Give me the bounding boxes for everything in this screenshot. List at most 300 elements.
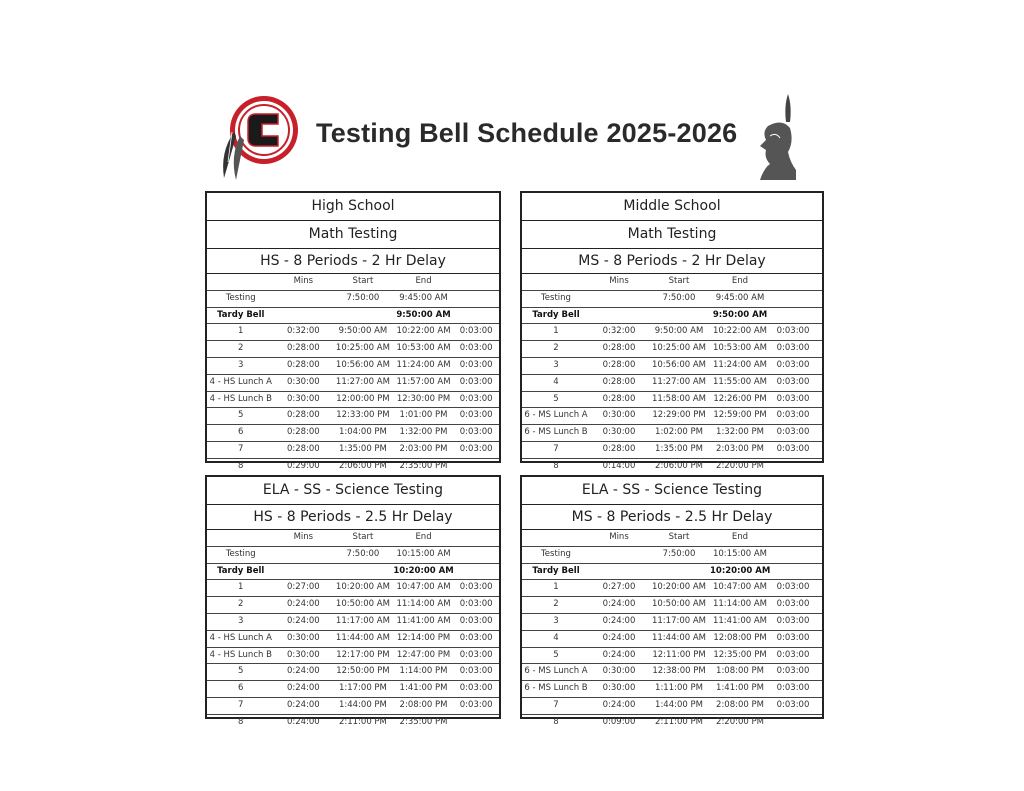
end-cell: 10:22:00 AM [712, 326, 768, 337]
start-cell [332, 564, 393, 580]
mins-cell: 0:30:00 [286, 632, 320, 643]
period-cell: 6 [238, 683, 244, 694]
start-cell: 12:38:00 PM [652, 666, 706, 677]
passing-cell: 0:03:00 [459, 326, 493, 337]
passing-cell: 0:03:00 [459, 649, 493, 660]
mins-cell: 0:28:00 [286, 427, 320, 438]
table-row [522, 459, 822, 475]
start-cell: 12:29:00 PM [652, 410, 706, 421]
passing-cell [453, 308, 499, 324]
start-cell: 12:17:00 PM [336, 649, 390, 660]
mins-cell: 0:24:00 [286, 683, 320, 694]
subject-heading: ELA - SS - Science Testing [522, 477, 822, 505]
mins-cell [590, 308, 648, 324]
passing-cell [770, 459, 816, 475]
passing-cell: 0:03:00 [459, 615, 493, 626]
table-row [522, 564, 822, 581]
end-cell: 2:35:00 PM [399, 460, 448, 471]
mins-cell: Mins [293, 532, 314, 542]
mins-cell [590, 291, 648, 307]
end-cell: 12:35:00 PM [713, 649, 767, 660]
end-cell: 10:47:00 AM [712, 582, 768, 593]
period-cell: 5 [553, 649, 559, 660]
period-cell: 3 [238, 359, 244, 370]
mins-cell: 0:30:00 [286, 649, 320, 660]
table-row [522, 358, 822, 375]
table-row [207, 308, 499, 325]
period-cell: 2 [553, 343, 559, 354]
passing-cell: 0:03:00 [776, 410, 810, 421]
end-cell: 11:14:00 AM [712, 599, 768, 610]
end-cell: 2:08:00 PM [399, 699, 448, 710]
table-row [522, 597, 822, 614]
start-cell: 1:35:00 PM [655, 443, 703, 454]
passing-cell [770, 291, 816, 307]
school-heading: High School [207, 193, 499, 221]
passing-cell: 0:03:00 [776, 359, 810, 370]
end-cell: 2:08:00 PM [716, 699, 764, 710]
start-cell: 1:04:00 PM [338, 427, 387, 438]
table-row [207, 408, 499, 425]
start-cell: 12:11:00 PM [652, 649, 706, 660]
mins-cell: 0:24:00 [286, 716, 320, 727]
end-cell: 11:24:00 AM [712, 359, 768, 370]
table-row [207, 715, 499, 731]
school-heading: Middle School [522, 193, 822, 221]
table-row [522, 425, 822, 442]
start-cell: 10:50:00 AM [651, 599, 707, 610]
end-cell: 12:30:00 PM [396, 393, 451, 404]
table-row [207, 664, 499, 681]
passing-cell: 0:03:00 [459, 427, 493, 438]
table-row [522, 614, 822, 631]
start-cell: 11:27:00 AM [335, 376, 390, 387]
period-cell: 3 [238, 615, 244, 626]
mins-cell: 0:30:00 [602, 683, 636, 694]
end-cell: 11:41:00 AM [396, 615, 451, 626]
end-cell: 12:47:00 PM [396, 649, 451, 660]
table-row [207, 341, 499, 358]
passing-cell [770, 274, 816, 290]
start-cell: 11:44:00 AM [651, 632, 707, 643]
start-cell: 10:50:00 AM [335, 599, 390, 610]
period-cell: 4 - HS Lunch B [209, 649, 272, 660]
period-cell: 6 - MS Lunch A [524, 666, 588, 677]
mins-cell: Mins [293, 276, 314, 286]
mins-cell: Mins [609, 532, 629, 542]
end-cell: 10:53:00 AM [712, 343, 768, 354]
table-row [522, 698, 822, 715]
end-cell: 2:20:00 PM [716, 716, 764, 727]
period-cell: Testing [541, 548, 571, 559]
start-cell: 7:50:00 [346, 292, 380, 303]
mins-cell: 0:24:00 [602, 615, 636, 626]
period-cell: 8 [238, 716, 244, 727]
mins-cell [590, 547, 648, 563]
passing-cell [453, 274, 499, 290]
passing-cell [770, 530, 816, 546]
mins-cell: 0:30:00 [602, 427, 636, 438]
passing-cell [770, 308, 816, 324]
period-cell: 3 [553, 359, 559, 370]
passing-cell: 0:03:00 [459, 359, 493, 370]
passing-cell [770, 564, 816, 580]
start-cell: 11:44:00 AM [335, 632, 390, 643]
period-cell: 2 [238, 343, 244, 354]
passing-cell [453, 530, 499, 546]
end-cell: 1:01:00 PM [399, 410, 448, 421]
mins-cell: 0:29:00 [286, 460, 320, 471]
table-row [207, 614, 499, 631]
start-cell: 7:50:00 [662, 292, 696, 303]
passing-cell: 0:03:00 [776, 615, 810, 626]
start-cell: 11:58:00 AM [651, 393, 707, 404]
start-cell [332, 308, 394, 324]
mins-cell: 0:27:00 [286, 582, 320, 593]
start-cell: 9:50:00 AM [338, 326, 388, 337]
plan-heading: HS - 8 Periods - 2.5 Hr Delay [207, 505, 499, 530]
mins-cell: 0:28:00 [286, 343, 320, 354]
end-cell: End [731, 276, 749, 286]
end-cell: 9:45:00 AM [399, 292, 448, 303]
start-cell [648, 308, 710, 324]
end-cell: 1:32:00 PM [716, 427, 764, 438]
end-cell: 11:41:00 AM [712, 615, 768, 626]
passing-cell [770, 547, 816, 563]
table-row [207, 442, 499, 459]
subject-heading: Math Testing [207, 221, 499, 249]
passing-cell [453, 547, 499, 563]
start-cell: 10:25:00 AM [651, 343, 707, 354]
passing-cell: 0:03:00 [776, 393, 810, 404]
period-cell: 8 [553, 460, 559, 471]
end-cell: End [731, 532, 749, 542]
mins-cell: 0:30:00 [286, 376, 320, 387]
table-row [522, 580, 822, 597]
period-cell: 1 [238, 582, 244, 593]
mins-cell: Mins [609, 276, 629, 286]
mins-cell: 0:28:00 [602, 376, 636, 387]
period-cell: Testing [541, 292, 571, 303]
period-cell: 5 [238, 410, 244, 421]
passing-cell [770, 715, 816, 731]
period-cell [207, 274, 275, 290]
mins-cell: 0:24:00 [286, 615, 320, 626]
end-cell: 10:22:00 AM [396, 326, 451, 337]
school-c-logo [212, 92, 302, 182]
mins-cell: 0:28:00 [286, 410, 320, 421]
period-cell: 2 [238, 599, 244, 610]
period-cell: 6 - MS Lunch B [524, 683, 588, 694]
start-cell: 10:20:00 AM [335, 582, 390, 593]
period-cell: 8 [553, 716, 559, 727]
period-cell: Testing [225, 292, 256, 303]
table-row [522, 291, 822, 308]
table-row [207, 597, 499, 614]
end-cell: 12:59:00 PM [713, 410, 767, 421]
mins-cell: 0:30:00 [602, 410, 636, 421]
start-cell: 9:50:00 AM [654, 326, 704, 337]
column-header-row [522, 530, 822, 547]
passing-cell: 0:03:00 [459, 683, 493, 694]
end-cell: 10:47:00 AM [396, 582, 451, 593]
table-row [522, 341, 822, 358]
mins-cell: 0:28:00 [286, 443, 320, 454]
end-cell: 1:08:00 PM [716, 666, 764, 677]
start-cell: 11:17:00 AM [335, 615, 390, 626]
passing-cell: 0:03:00 [776, 443, 810, 454]
table-row [522, 375, 822, 392]
end-cell: 11:57:00 AM [396, 376, 451, 387]
passing-cell: 0:03:00 [459, 582, 493, 593]
period-cell: Tardy Bell [532, 565, 580, 576]
passing-cell [453, 715, 499, 731]
period-cell: 1 [238, 326, 244, 337]
mins-cell: 0:24:00 [286, 666, 320, 677]
mins-cell: 0:28:00 [602, 443, 636, 454]
column-header-row [207, 530, 499, 547]
passing-cell: 0:03:00 [776, 632, 810, 643]
end-cell: 2:03:00 PM [716, 443, 764, 454]
table-row [207, 698, 499, 715]
period-cell: 4 - HS Lunch B [209, 393, 272, 404]
table-row [207, 564, 499, 581]
end-cell: 1:41:00 PM [716, 683, 764, 694]
passing-cell: 0:03:00 [459, 599, 493, 610]
mins-cell [275, 291, 333, 307]
mins-cell: 0:24:00 [602, 699, 636, 710]
table-row [522, 547, 822, 564]
mins-cell: 0:28:00 [602, 359, 636, 370]
end-cell: 2:03:00 PM [399, 443, 448, 454]
table-row [522, 442, 822, 459]
table-row [522, 631, 822, 648]
subject-heading: ELA - SS - Science Testing [207, 477, 499, 505]
table-row [207, 324, 499, 341]
table-row [207, 580, 499, 597]
start-cell: 2:11:00 PM [655, 716, 703, 727]
start-cell: Start [352, 532, 374, 542]
period-cell: 5 [238, 666, 244, 677]
mins-cell [275, 308, 333, 324]
period-cell: 4 - HS Lunch A [209, 376, 272, 387]
period-cell: 4 - HS Lunch A [209, 632, 272, 643]
end-cell: 12:08:00 PM [713, 632, 767, 643]
end-cell: 11:55:00 AM [712, 376, 768, 387]
passing-cell: 0:03:00 [776, 666, 810, 677]
mins-cell: 0:28:00 [602, 393, 636, 404]
period-cell: 2 [553, 599, 559, 610]
period-cell [522, 274, 590, 290]
period-cell [522, 530, 590, 546]
mascot-logo [752, 92, 802, 182]
passing-cell [453, 459, 499, 475]
plan-heading: HS - 8 Periods - 2 Hr Delay [207, 249, 499, 274]
mins-cell: 0:30:00 [602, 666, 636, 677]
table-row [207, 681, 499, 698]
period-cell [207, 530, 275, 546]
passing-cell: 0:03:00 [776, 427, 810, 438]
column-header-row [522, 274, 822, 291]
passing-cell: 0:03:00 [776, 683, 810, 694]
period-cell: 1 [553, 326, 559, 337]
mins-cell: 0:27:00 [602, 582, 636, 593]
mins-cell: 0:24:00 [286, 599, 320, 610]
mins-cell: 0:32:00 [286, 326, 320, 337]
start-cell: 10:25:00 AM [335, 343, 390, 354]
passing-cell: 0:03:00 [459, 410, 493, 421]
period-cell: 6 - MS Lunch B [524, 427, 588, 438]
end-cell: 1:32:00 PM [399, 427, 448, 438]
start-cell: Start [352, 276, 374, 286]
period-cell: 7 [238, 699, 244, 710]
start-cell: 2:06:00 PM [338, 460, 387, 471]
start-cell: 2:06:00 PM [655, 460, 703, 471]
end-cell: 2:20:00 PM [716, 460, 764, 471]
table-row [207, 631, 499, 648]
mins-cell: 0:24:00 [286, 699, 320, 710]
table-row [207, 425, 499, 442]
passing-cell: 0:03:00 [459, 376, 493, 387]
table-row [522, 681, 822, 698]
ms-ela-schedule [520, 475, 824, 727]
table-row [207, 358, 499, 375]
hs-math-schedule [205, 191, 501, 471]
end-cell: 10:15:00 AM [712, 548, 768, 559]
period-cell: Tardy Bell [217, 565, 265, 576]
end-cell: 10:20:00 AM [393, 565, 454, 576]
start-cell: 1:44:00 PM [338, 699, 387, 710]
passing-cell: 0:03:00 [459, 443, 493, 454]
end-cell: 1:14:00 PM [399, 666, 448, 677]
period-cell: 4 [553, 376, 559, 387]
period-cell: 7 [238, 443, 244, 454]
period-cell: Tardy Bell [532, 309, 580, 320]
column-header-row [207, 274, 499, 291]
ms-math-schedule [520, 191, 824, 471]
end-cell: 10:20:00 AM [710, 565, 771, 576]
period-cell: 8 [238, 460, 244, 471]
end-cell: End [415, 532, 432, 542]
table-row [522, 648, 822, 665]
period-cell: 6 [238, 427, 244, 438]
end-cell: 12:26:00 PM [713, 393, 767, 404]
page-title: Testing Bell Schedule 2025-2026 [316, 118, 738, 148]
table-row [522, 408, 822, 425]
mins-cell: 0:30:00 [286, 393, 320, 404]
start-cell: 10:20:00 AM [651, 582, 707, 593]
passing-cell: 0:03:00 [776, 699, 810, 710]
table-row [207, 648, 499, 665]
table-row [522, 324, 822, 341]
period-cell: 5 [553, 393, 559, 404]
mins-cell: 0:24:00 [602, 599, 636, 610]
table-row [207, 547, 499, 564]
passing-cell: 0:03:00 [459, 393, 493, 404]
start-cell: 1:35:00 PM [338, 443, 387, 454]
end-cell: 10:53:00 AM [396, 343, 451, 354]
table-row [522, 308, 822, 325]
passing-cell: 0:03:00 [776, 343, 810, 354]
mins-cell [590, 564, 648, 580]
period-cell: Tardy Bell [217, 309, 265, 320]
passing-cell: 0:03:00 [776, 599, 810, 610]
mins-cell [275, 547, 333, 563]
start-cell: 12:00:00 PM [336, 393, 390, 404]
start-cell: 12:50:00 PM [336, 666, 390, 677]
start-cell: 11:17:00 AM [651, 615, 707, 626]
mins-cell: 0:09:00 [602, 716, 636, 727]
plan-heading: MS - 8 Periods - 2 Hr Delay [522, 249, 822, 274]
start-cell: 2:11:00 PM [338, 716, 387, 727]
start-cell: 10:56:00 AM [651, 359, 707, 370]
passing-cell: 0:03:00 [459, 632, 493, 643]
mins-cell: 0:24:00 [602, 649, 636, 660]
table-row [522, 715, 822, 731]
period-cell: 3 [553, 615, 559, 626]
start-cell: Start [668, 276, 690, 286]
table-row [522, 392, 822, 409]
end-cell: 11:24:00 AM [396, 359, 451, 370]
mins-cell: 0:32:00 [602, 326, 636, 337]
mins-cell: 0:28:00 [602, 343, 636, 354]
mins-cell: 0:28:00 [286, 359, 320, 370]
start-cell: 1:17:00 PM [338, 683, 387, 694]
end-cell: 1:41:00 PM [399, 683, 448, 694]
passing-cell: 0:03:00 [459, 343, 493, 354]
mins-cell [274, 564, 332, 580]
table-row [207, 291, 499, 308]
end-cell: 12:14:00 PM [396, 632, 451, 643]
period-cell: 1 [553, 582, 559, 593]
table-row [522, 664, 822, 681]
start-cell: 1:44:00 PM [655, 699, 703, 710]
end-cell: 9:50:00 AM [712, 309, 768, 320]
passing-cell [453, 564, 499, 580]
passing-cell: 0:03:00 [776, 326, 810, 337]
start-cell [648, 564, 710, 580]
hs-ela-schedule [205, 475, 501, 727]
period-cell: 7 [553, 699, 559, 710]
start-cell: 1:11:00 PM [655, 683, 703, 694]
end-cell: 9:50:00 AM [396, 309, 451, 320]
table-row [207, 459, 499, 475]
period-cell: Testing [225, 548, 256, 559]
start-cell: 10:56:00 AM [335, 359, 390, 370]
end-cell: 11:14:00 AM [396, 599, 451, 610]
start-cell: 7:50:00 [346, 548, 380, 559]
subject-heading: Math Testing [522, 221, 822, 249]
end-cell: 10:15:00 AM [396, 548, 451, 559]
passing-cell: 0:03:00 [776, 649, 810, 660]
end-cell: 9:45:00 AM [715, 292, 765, 303]
plan-heading: MS - 8 Periods - 2.5 Hr Delay [522, 505, 822, 530]
end-cell: 2:35:00 PM [399, 716, 448, 727]
period-cell: 7 [553, 443, 559, 454]
start-cell: 7:50:00 [662, 548, 696, 559]
mins-cell: 0:24:00 [602, 632, 636, 643]
end-cell: End [415, 276, 432, 286]
passing-cell: 0:03:00 [776, 376, 810, 387]
start-cell: 1:02:00 PM [655, 427, 703, 438]
period-cell: 6 - MS Lunch A [524, 410, 588, 421]
passing-cell: 0:03:00 [459, 666, 493, 677]
start-cell: 11:27:00 AM [651, 376, 707, 387]
period-cell: 4 [553, 632, 559, 643]
start-cell: 12:33:00 PM [336, 410, 390, 421]
table-row [207, 392, 499, 409]
table-row [207, 375, 499, 392]
